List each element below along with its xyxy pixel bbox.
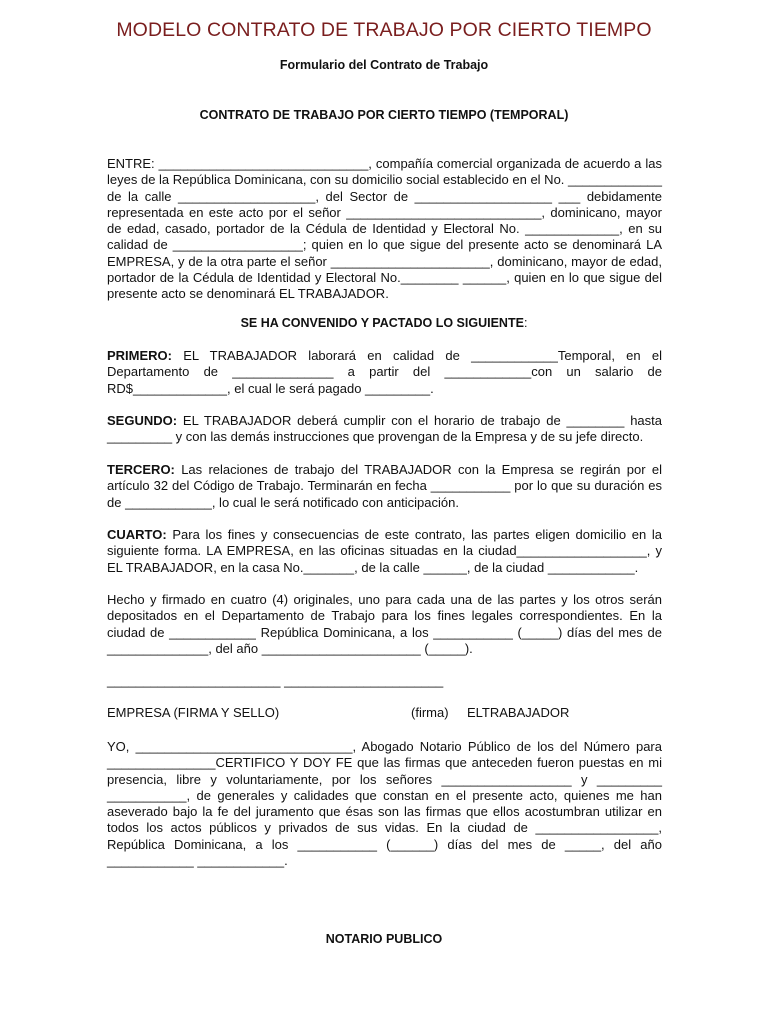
clause-text: EL TRABAJADOR laborará en calidad de ____________Temporal, en el Departamento de ______________ a partir del ____________con un salario de RD$_____________, el cual le será pagado _________. [107, 348, 662, 396]
clause-primero [107, 348, 662, 397]
intro-paragraph: ENTRE: _____________________________, compañía comercial organizada de acuerdo a las leyes de la República Dominicana, con su domicilio social establecido en el No. _____________ de la calle ___________________, del Sector de ___________________ ___ debidamente representada en este acto por el señor ___________________________, dominicano, mayor de edad, casado, portador de la Cédula de Identidad y Electoral No. _____________, en su calidad de __________________; quien en lo que sigue del presente acto se denominará LA EMPRESA, y de la otra parte el señor ______________________, dominicano, mayor de edad, portador de la Cédula de Identidad y Electoral No.________ ______, quien en lo que sigue del presente acto se denominará EL TRABAJADOR. [107, 156, 663, 302]
notary-paragraph: YO, ______________________________, Abogado Notario Público de los del Número para _______________CERTIFICO Y DOY FE que las firmas que anteceden fueron puestas en mi presencia, libre y voluntariamente, por los señores __________________ y _________ ___________, de generales y calidades que constan en el presente acto, quienes me han aseverado bajo la fe del juramento que ésas son las firmas que ellos acostumbran utilizar en todos los actos públicos y privados de sus vidas. En la ciudad de _________________, República Dominicana, a los ___________ (______) días del mes de _____, del año ____________ ____________. [107, 739, 662, 869]
firma-caption: (firma) [411, 705, 449, 720]
agreement-heading-text: SE HA CONVENIDO Y PACTADO LO SIGUIENTE [240, 316, 524, 330]
notary-signature-label: NOTARIO PUBLICO [325, 932, 443, 946]
clause-label: CUARTO: [107, 527, 167, 542]
signing-paragraph: Hecho y firmado en cuatro (4) originales, uno para cada una de las partes y los otros serán depositados en el Departamento de Trabajo para los fines legales correspondientes. En la ciudad de ____________ República Dominicana, a los ___________ (_____) días del mes de ______________, del año ______________________ (_____). [107, 592, 662, 656]
clause-tercero [107, 462, 662, 511]
trabajador-signature-caption: ELTRABAJADOR [467, 705, 570, 720]
clause-segundo [107, 413, 662, 446]
agreement-heading-colon: : [523, 316, 528, 330]
clause-text: Para los fines y consecuencias de este contrato, las partes eligen domicilio en la siguiente forma. LA EMPRESA, en las oficinas situadas en la ciudad__________________, y EL TRABAJADOR, en la casa No._______, de la calle ______, de la ciudad ____________. [107, 527, 662, 575]
agreement-heading [0, 315, 768, 331]
contract-title: CONTRATO DE TRABAJO POR CIERTO TIEMPO (TEMPORAL) [199, 108, 569, 122]
empresa-signature-caption: EMPRESA (FIRMA Y SELLO) [107, 705, 280, 720]
clause-label: PRIMERO: [107, 348, 172, 363]
clause-text: Las relaciones de trabajo del TRABAJADOR con la Empresa se regirán por el artículo 32 del Código de Trabajo. Terminarán en fecha ___________ por lo que su duración es de ____________, lo cual le será notificado con anticipación. [107, 462, 662, 510]
clause-cuarto [107, 527, 662, 576]
signature-lines: ________________________ ______________________ [107, 673, 444, 688]
clause-label: SEGUNDO: [107, 413, 178, 428]
clause-text: EL TRABAJADOR deberá cumplir con el horario de trabajo de ________ hasta _________ y con las demás instrucciones que provengan de la Empresa y de su jefe directo. [107, 413, 662, 445]
document-title: MODELO CONTRATO DE TRABAJO POR CIERTO TIEMPO [116, 19, 652, 41]
clause-label: TERCERO: [107, 462, 175, 477]
form-subtitle: Formulario del Contrato de Trabajo [279, 58, 489, 72]
